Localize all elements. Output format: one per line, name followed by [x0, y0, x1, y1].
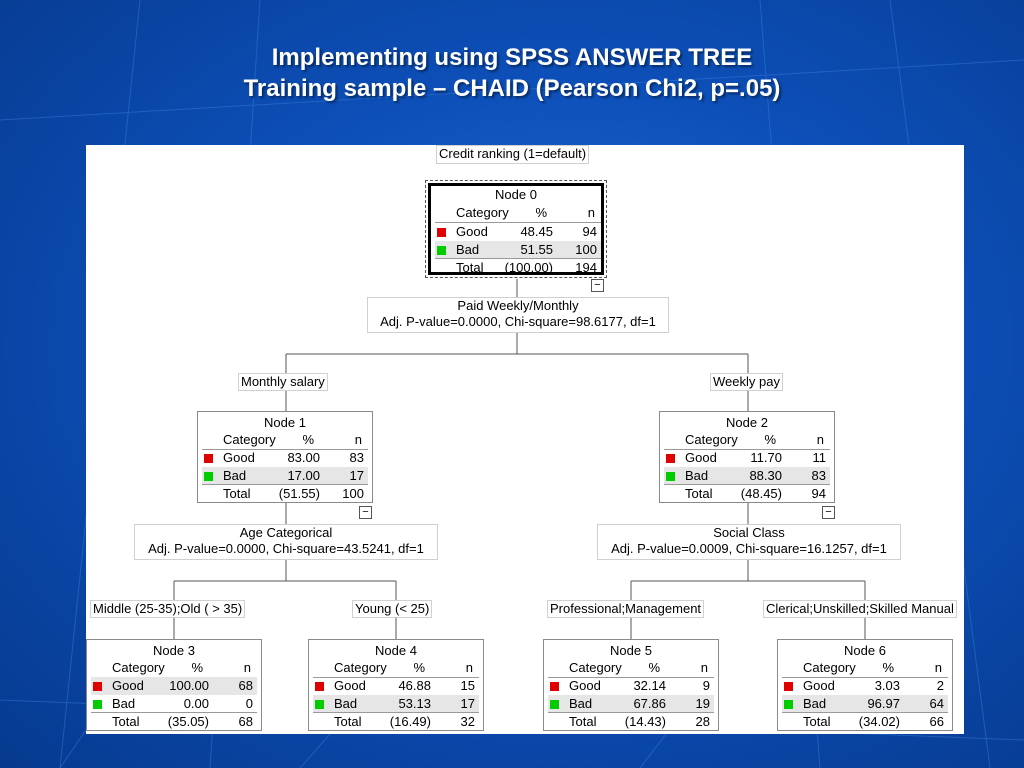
- header-category: Category: [112, 660, 165, 675]
- header-category: Category: [685, 432, 738, 447]
- row-n: 94: [582, 224, 597, 239]
- header-pct: %: [764, 432, 776, 447]
- header-n: n: [587, 205, 595, 220]
- split-paid-weekly-monthly: [367, 297, 669, 333]
- row-n: 64: [929, 696, 944, 711]
- row-category: Good: [223, 450, 255, 465]
- node-row-bad: [91, 695, 257, 713]
- row-pct: 83.00: [287, 450, 320, 465]
- row-pct: (34.02): [858, 714, 900, 729]
- collapse-node-2-icon[interactable]: −: [822, 506, 835, 519]
- header-n: n: [816, 432, 824, 447]
- row-pct: 17.00: [287, 468, 320, 483]
- row-pct: 0.00: [183, 696, 209, 711]
- split-social-class: [597, 524, 901, 560]
- node-header-row: [548, 659, 714, 678]
- header-category: Category: [223, 432, 276, 447]
- header-n: n: [700, 660, 708, 675]
- row-category: Good: [803, 678, 835, 693]
- slide-title-line-1: Implementing using SPSS ANSWER TREE: [271, 44, 753, 71]
- header-pct: %: [535, 205, 547, 220]
- row-category: Bad: [456, 242, 480, 257]
- node-row-bad: [548, 695, 714, 713]
- row-category: Good: [334, 678, 366, 693]
- row-category: Total: [456, 260, 484, 275]
- row-category: Good: [456, 224, 488, 239]
- node-title: Node 4: [375, 643, 417, 658]
- decision-tree-canvas: [86, 145, 964, 734]
- row-n: 9: [702, 678, 710, 693]
- tree-node-3[interactable]: [86, 639, 262, 731]
- bad-square-icon: [437, 246, 446, 255]
- collapse-node-0-icon[interactable]: −: [591, 279, 604, 292]
- split-age-categorical: [134, 524, 438, 560]
- row-n: 15: [460, 678, 475, 693]
- split-stats: Adj. P-value=0.0000, Chi-square=43.5241, df=1: [148, 541, 424, 556]
- row-category: Total: [334, 714, 362, 729]
- row-n: 83: [811, 468, 826, 483]
- branch-professional-management: Professional;Management: [547, 600, 704, 618]
- row-n: 17: [460, 696, 475, 711]
- row-category: Total: [112, 714, 140, 729]
- header-n: n: [465, 660, 473, 675]
- row-pct: (14.43): [624, 714, 666, 729]
- row-n: 83: [349, 450, 364, 465]
- branch-clerical-unskilled-skilled: Clerical;Unskilled;Skilled Manual: [763, 600, 957, 618]
- node-row-total: [91, 712, 257, 731]
- slide-title: [0, 42, 1024, 104]
- row-pct: (16.49): [389, 714, 431, 729]
- row-pct: 32.14: [633, 678, 666, 693]
- good-square-icon: [550, 682, 559, 691]
- row-category: Total: [569, 714, 597, 729]
- node-row-good: [202, 449, 368, 467]
- header-category: Category: [334, 660, 387, 675]
- node-title: Node 2: [726, 415, 768, 430]
- header-pct: %: [413, 660, 425, 675]
- bad-square-icon: [204, 472, 213, 481]
- row-category: Bad: [334, 696, 358, 711]
- good-square-icon: [204, 454, 213, 463]
- tree-node-5[interactable]: [543, 639, 719, 731]
- tree-node-1[interactable]: [197, 411, 373, 503]
- node-title: Node 6: [844, 643, 886, 658]
- node-header-row: [91, 659, 257, 678]
- collapse-node-1-icon[interactable]: −: [359, 506, 372, 519]
- row-category: Good: [685, 450, 717, 465]
- node-row-bad: [782, 695, 948, 713]
- node-title: Node 3: [153, 643, 195, 658]
- header-pct: %: [882, 660, 894, 675]
- good-square-icon: [315, 682, 324, 691]
- row-category: Total: [803, 714, 831, 729]
- row-n: 100: [575, 242, 597, 257]
- bad-square-icon: [550, 700, 559, 709]
- node-header-row: [782, 659, 948, 678]
- row-pct: 46.88: [398, 678, 431, 693]
- node-row-bad: [664, 467, 830, 485]
- row-pct: 67.86: [633, 696, 666, 711]
- split-stats: Adj. P-value=0.0009, Chi-square=16.1257, df=1: [611, 541, 887, 556]
- split-variable: Age Categorical: [239, 525, 333, 540]
- header-category: Category: [569, 660, 622, 675]
- node-row-total: [664, 484, 830, 503]
- row-category: Bad: [223, 468, 247, 483]
- header-pct: %: [648, 660, 660, 675]
- row-n: 68: [238, 714, 253, 729]
- header-pct: %: [302, 432, 314, 447]
- branch-monthly-salary: Monthly salary: [238, 373, 328, 391]
- row-category: Bad: [569, 696, 593, 711]
- good-square-icon: [437, 228, 446, 237]
- row-pct: 88.30: [749, 468, 782, 483]
- slide-title-line-2: Training sample – CHAID (Pearson Chi2, p=.05): [243, 75, 781, 102]
- row-category: Good: [112, 678, 144, 693]
- header-n: n: [934, 660, 942, 675]
- row-pct: (35.05): [167, 714, 209, 729]
- row-category: Bad: [803, 696, 827, 711]
- node-header-row: [313, 659, 479, 678]
- node-row-total: [548, 712, 714, 731]
- bad-square-icon: [93, 700, 102, 709]
- bad-square-icon: [666, 472, 675, 481]
- row-n: 28: [695, 714, 710, 729]
- row-n: 94: [811, 486, 826, 501]
- node-row-good: [782, 677, 948, 695]
- good-square-icon: [666, 454, 675, 463]
- row-pct: (100.00): [504, 260, 553, 275]
- row-n: 11: [812, 450, 826, 465]
- row-pct: 51.55: [520, 242, 553, 257]
- row-category: Bad: [685, 468, 709, 483]
- node-title: Node 0: [495, 187, 537, 202]
- node-row-total: [782, 712, 948, 731]
- node-row-good: [91, 677, 257, 695]
- row-n: 32: [460, 714, 475, 729]
- node-title: Node 1: [264, 415, 306, 430]
- branch-young: Young (< 25): [352, 600, 432, 618]
- node-row-total: [435, 258, 601, 277]
- branch-middle-old: Middle (25-35);Old ( > 35): [90, 600, 245, 618]
- split-variable: Social Class: [713, 525, 785, 540]
- row-pct: 96.97: [867, 696, 900, 711]
- target-variable-label: Credit ranking (1=default): [436, 145, 589, 164]
- row-n: 66: [929, 714, 944, 729]
- row-pct: 11.70: [750, 450, 782, 465]
- node-row-bad: [435, 241, 601, 259]
- node-row-total: [202, 484, 368, 503]
- row-category: Good: [569, 678, 601, 693]
- row-n: 19: [695, 696, 710, 711]
- node-header-row: [664, 431, 830, 450]
- row-n: 17: [349, 468, 364, 483]
- tree-node-6[interactable]: [777, 639, 953, 731]
- row-pct: (48.45): [740, 486, 782, 501]
- node-row-good: [548, 677, 714, 695]
- node-header-row: [435, 204, 601, 223]
- bad-square-icon: [784, 700, 793, 709]
- row-pct: 100.00: [169, 678, 209, 693]
- node-row-bad: [202, 467, 368, 485]
- header-n: n: [243, 660, 251, 675]
- node-row-bad: [313, 695, 479, 713]
- node-title: Node 5: [610, 643, 652, 658]
- node-row-good: [313, 677, 479, 695]
- header-n: n: [354, 432, 362, 447]
- row-pct: 3.03: [874, 678, 900, 693]
- tree-node-4[interactable]: [308, 639, 484, 731]
- bad-square-icon: [315, 700, 324, 709]
- node-row-good: [664, 449, 830, 467]
- row-pct: 53.13: [398, 696, 431, 711]
- good-square-icon: [784, 682, 793, 691]
- node-row-total: [313, 712, 479, 731]
- row-category: Total: [223, 486, 251, 501]
- row-category: Total: [685, 486, 713, 501]
- row-n: 68: [238, 678, 253, 693]
- split-stats: Adj. P-value=0.0000, Chi-square=98.6177, df=1: [380, 314, 656, 329]
- row-n: 2: [936, 678, 944, 693]
- header-category: Category: [803, 660, 856, 675]
- row-pct: 48.45: [520, 224, 553, 239]
- row-n: 0: [245, 696, 253, 711]
- row-category: Bad: [112, 696, 136, 711]
- header-pct: %: [191, 660, 203, 675]
- header-category: Category: [456, 205, 509, 220]
- row-n: 194: [575, 260, 597, 275]
- row-pct: (51.55): [278, 486, 320, 501]
- tree-node-0[interactable]: [428, 183, 604, 275]
- node-header-row: [202, 431, 368, 450]
- branch-weekly-pay: Weekly pay: [710, 373, 783, 391]
- good-square-icon: [93, 682, 102, 691]
- split-variable: Paid Weekly/Monthly: [457, 298, 579, 313]
- node-row-good: [435, 223, 601, 241]
- tree-node-2[interactable]: [659, 411, 835, 503]
- row-n: 100: [342, 486, 364, 501]
